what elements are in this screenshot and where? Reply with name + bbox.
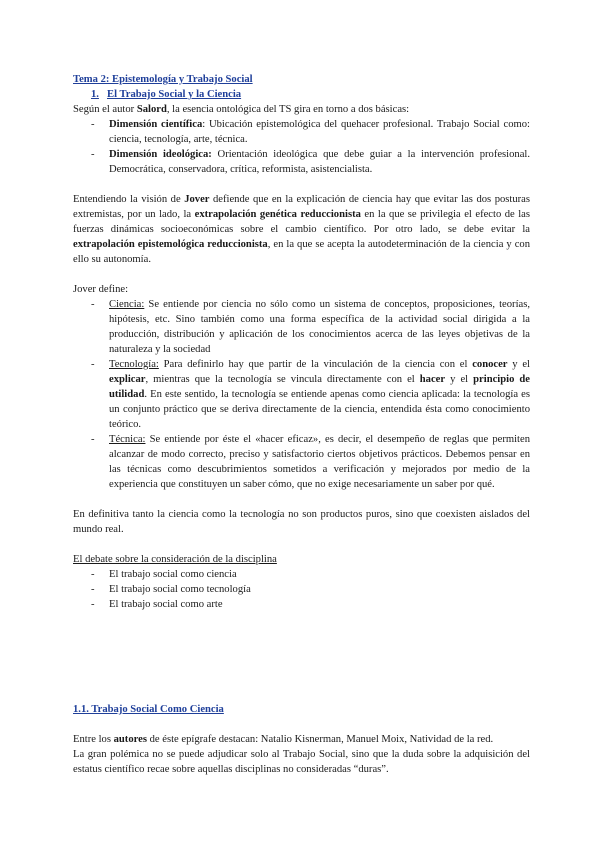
list-item: - El trabajo social como arte: [91, 597, 530, 612]
section-1-1-heading: 1.1. Trabajo Social Como Ciencia: [73, 704, 224, 715]
polemic-paragraph: La gran polémica no se puede adjudicar solo al Trabajo Social, sino que la duda sobre la adquisición del estatus científico recae sobre aquellas disciplinas no consideradas “duras”.: [73, 749, 530, 775]
jover-paragraph: Entendiendo la visión de Jover defiende que en la explicación de ciencia hay que evitar las dos posturas extremistas, por un lado, la extrapolación genética reduccionista en la que se privilegia el efecto de las fuerzas dinámicas socioeconómicas sobre el cambio científico. Por otro lado, se debe evitar la extrapolación epistemológica reduccionista, en la que se acepta la autodeterminación de la ciencia y con ello su autonomía.: [73, 194, 531, 265]
list-item: - El trabajo social como tecnología: [91, 582, 530, 597]
authors-paragraph: Entre los autores de éste epígrafe destacan: Natalio Kisnerman, Manuel Moix, Natividad de la red.: [73, 734, 494, 745]
section-1-heading: [91, 87, 530, 102]
document-page: [73, 72, 530, 777]
intro-paragraph: Según el autor Salord, la esencia ontológica del TS gira en torno a dos básicas:: [73, 104, 410, 115]
document-title: [73, 72, 530, 87]
dimensions-list: [73, 117, 530, 177]
section-1-number: 1.: [91, 89, 99, 100]
section-1-label: El Trabajo Social y la Ciencia: [107, 89, 242, 100]
list-item: - Ciencia: Se entiende por ciencia no sólo como un sistema de conceptos, proposiciones, teorías, hipótesis, etc. Sino también como una forma específica de la actividad social dirigida a la producción, distribución y aplicación de los conocimientos acerca de las leyes objetivas de la naturaleza y la sociedad: [91, 297, 530, 357]
list-item: - Dimensión científica: Ubicación epistemológica del quehacer profesional. Trabajo Social como: ciencia, tecnología, arte, técnica.: [91, 117, 530, 147]
list-item: - El trabajo social como ciencia: [91, 567, 530, 582]
jover-define: Jover define:: [73, 284, 129, 295]
debate-list: [73, 567, 530, 612]
conclusion-paragraph: En definitiva tanto la ciencia como la tecnología no son productos puros, sino que coexisten aislados del mundo real.: [73, 509, 530, 535]
list-item: - Dimensión ideológica: Orientación ideológica que debe guiar a la intervención profesional. Democrática, conservadora, crítica, reformista, asistencialista.: [91, 147, 530, 177]
debate-heading: El debate sobre la consideración de la disciplina: [73, 554, 277, 565]
definitions-list: [73, 297, 530, 492]
list-item: - Tecnología: Para definirlo hay que partir de la vinculación de la ciencia con el conocer y el explicar, mientras que la tecnología se vincula directamente con el hacer y el principio de utilidad. En este sentido, la tecnología se entiende apenas como ciencia aplicada: la tecnología es un conjunto práctico que se deriva directamente de la ciencia, entendida ésta como conocimiento teórico.: [91, 357, 530, 432]
list-item: - Técnica: Se entiende por éste el «hacer eficaz», es decir, el desempeño de reglas que permiten alcanzar de modo correcto, preciso y satisfactorio ciertos objetivos prácticos. Debemos pensar en las técnicas como descubrimientos sometidos a verificación y mejorados por medio de la experiencia que constituyen un saber cómo, que no exige necesariamente un saber por qué.: [91, 432, 530, 492]
title-text: Tema 2: Epistemología y Trabajo Social: [73, 74, 253, 85]
